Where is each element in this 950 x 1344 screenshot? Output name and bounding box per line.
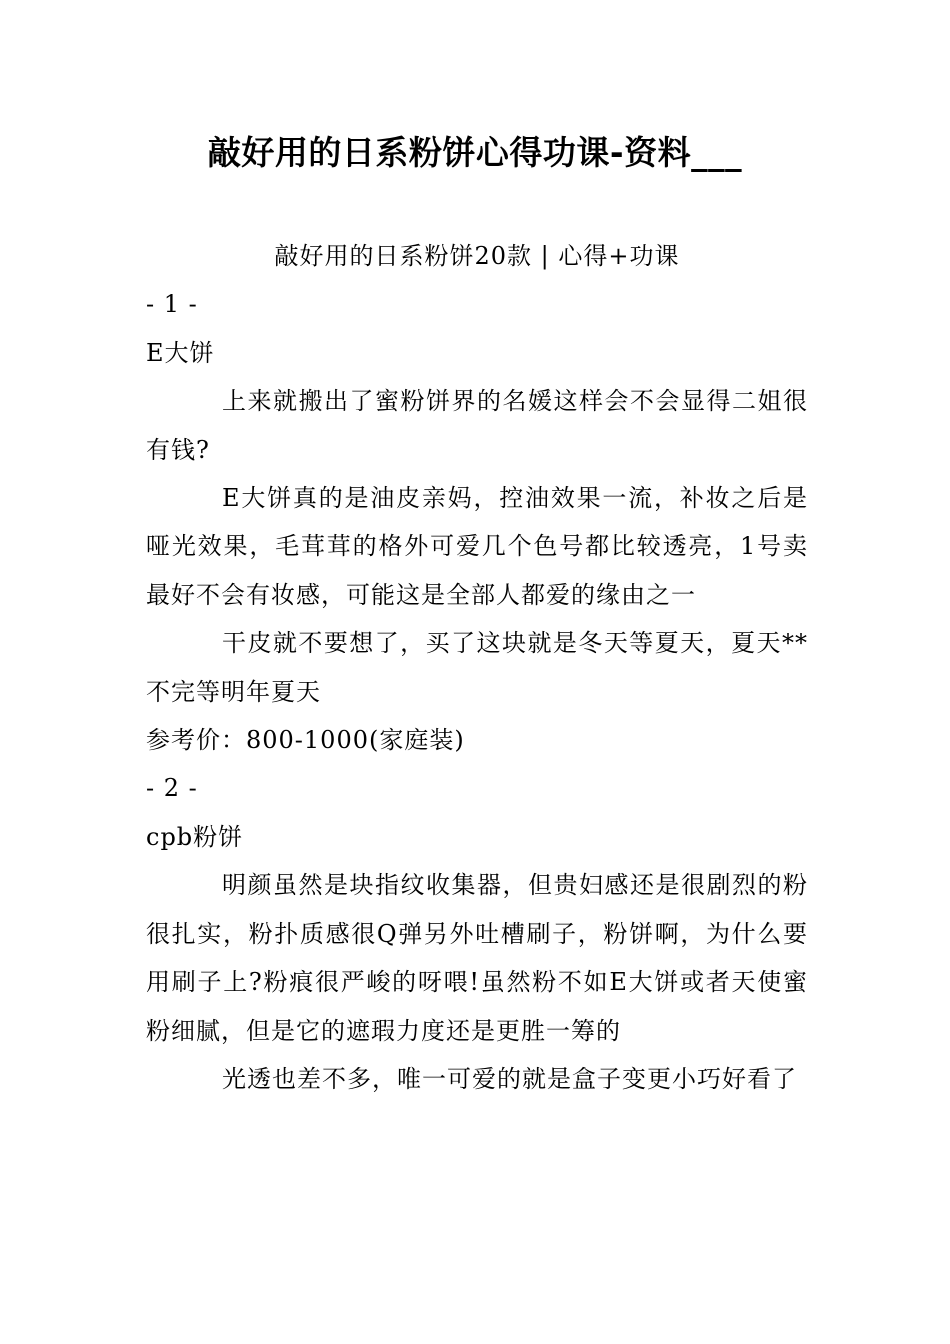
paragraph: 上来就搬出了蜜粉饼界的名媛这样会不会显得二姐很有钱? bbox=[146, 387, 808, 464]
section-heading: cpb粉饼 bbox=[146, 822, 244, 851]
paragraph: E大饼真的是油皮亲妈，控油效果一流，补妆之后是哑光效果，毛茸茸的格外可爱几个色号都比较透亮，1号卖最好不会有妆感，可能这是全部人都爱的缘由之一 bbox=[146, 484, 808, 609]
section-number: - 2 - bbox=[146, 774, 198, 803]
document-title: 敲好用的日系粉饼心得功课-资料___ bbox=[207, 133, 743, 172]
document-body bbox=[146, 232, 808, 1103]
price-line: 参考价：800-1000(家庭装) bbox=[146, 726, 465, 755]
section-heading: E大饼 bbox=[146, 338, 215, 367]
section-number: - 1 - bbox=[146, 290, 198, 319]
paragraph: 明颜虽然是块指纹收集器，但贵妇感还是很剧烈的粉很扎实，粉扑质感很Q弹另外吐槽刷子，粉饼啊，为什么要用刷子上?粉痕很严峻的呀喂!虽然粉不如E大饼或者天使蜜粉细腻，但是它的遮瑕力度还是更胜一筹的 bbox=[146, 871, 808, 1045]
paragraph: 干皮就不要想了，买了这块就是冬天等夏天，夏天**不完等明年夏天 bbox=[146, 629, 808, 706]
document-subtitle: 敲好用的日系粉饼20款 | 心得+功课 bbox=[274, 242, 680, 270]
paragraph: 光透也差不多，唯一可爱的就是盒子变更小巧好看了 bbox=[222, 1064, 797, 1093]
